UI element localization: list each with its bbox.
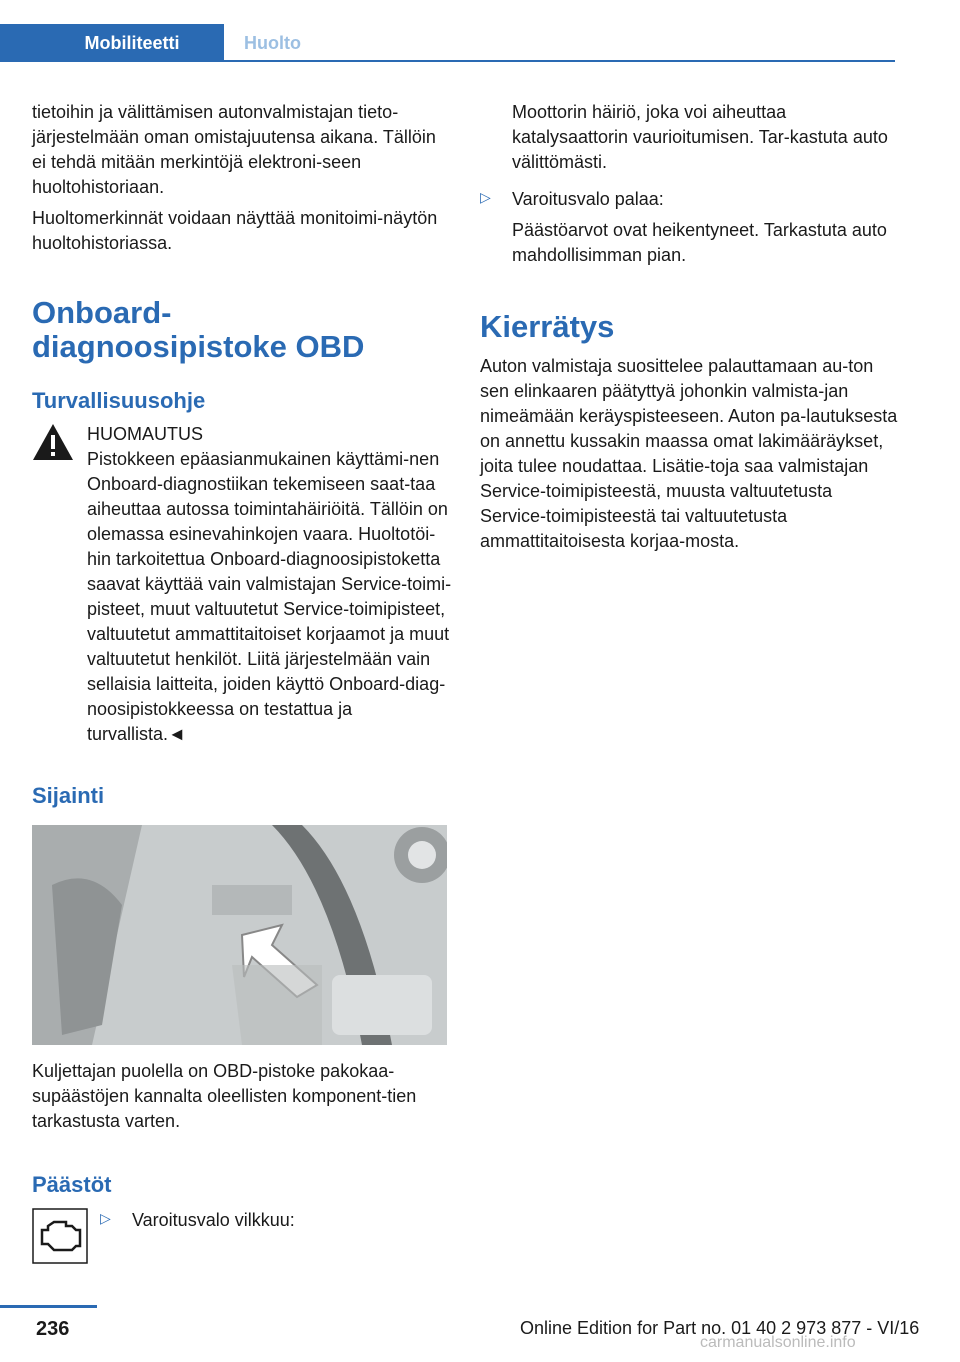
section-title-obd: Onboard-diagnoosipistoke OBD: [32, 295, 365, 364]
tab-mobiliteetti[interactable]: Mobiliteetti: [0, 24, 224, 62]
header-rule: [0, 60, 895, 62]
footer-rule: [0, 1305, 97, 1308]
tab-huolto[interactable]: Huolto: [224, 24, 334, 62]
location-text: Kuljettajan puolella on OBD-pistoke pakokaa-supäästöjen kannalta oleellisten komponent-tien tarkastusta varten.: [32, 1061, 417, 1131]
page-number: 236: [36, 1318, 70, 1340]
recycling-text: Auton valmistaja suosittelee palauttamaan au-ton sen elinkaaren päätyttyä johonkin valmista-jan nimeämään keräyspisteeseen. Auton pa-lautuksesta on annettu kussakin maassa omat lakimääräykset, joita tulee noudattaa. Lisätie-toja saa valmistajan Service-toimipisteestä, muusta valtuutetusta Service-toimipisteestä tai valtuutetusta ammattitaitoisesta korjaa-mosta.: [480, 356, 898, 551]
triangle-bullet-icon: ▷: [480, 189, 491, 205]
intro-paragraph-1: tietoihin ja välittämisen autonvalmistajan tieto-järjestelmään oman omistajuutensa aikana. Tällöin ei tehdä mitään merkintöjä elektroni-seen huoltohistoriaan.: [32, 102, 436, 197]
intro-paragraph-2: Huoltomerkinnät voidaan näyttää monitoimi-näytön huoltohistoriassa.: [32, 208, 438, 253]
obd-photo-illustration: [32, 825, 447, 1045]
warning-text-content: Pistokkeen epäasianmukainen käyttämi-nen Onboard-diagnostiikan tekemiseen saat-taa aiheuttaa autossa toimintahäiriöitä. Tällöin on olemassa esinevahinkojen vaara. Huoltotöi-hin tarkoitettua Onboard-diagnoosipistoketta saavat käyttää vain valmistajan Service-toimi-pisteet, muut valtuutetut Service-toimipisteet, valtuutetut ammattitaitoiset korjaamot ja muut valtuutetut henkilöt. Liitä järjestelmään vain sellaisia laitteita, joiden käyttö Onboard-diag-noosipistokkeessa on testattua ja turvallista.◄: [87, 449, 452, 744]
warning-text: [32, 447, 452, 747]
watermark: carmanualsonline.info: [700, 1334, 856, 1351]
bullet-1-detail: Moottorin häiriö, joka voi aiheuttaa katalysaattorin vaurioitumisen. Tar-kastuta auto välittömästi.: [512, 102, 888, 172]
bullet-item-1: [100, 1208, 472, 1233]
bullet-2-detail: Päästöarvot ovat heikentyneet. Tarkastuta auto mahdollisimman pian.: [512, 220, 887, 265]
left-column: [32, 100, 452, 1268]
bullet-1-label: Varoitusvalo vilkkuu:: [132, 1210, 295, 1230]
bullet-item-2: [480, 187, 900, 212]
triangle-bullet-icon: ▷: [100, 1210, 111, 1226]
edition-note: Online Edition for Part no. 01 40 2 973 877 - VI/16: [520, 1318, 920, 1338]
safety-heading: Turvallisuusohje: [32, 388, 206, 413]
warning-block: [32, 422, 452, 747]
warning-triangle-icon: [32, 422, 74, 462]
location-heading: Sijainti: [32, 783, 105, 808]
bullet-2-label: Varoitusvalo palaa:: [512, 189, 664, 209]
obd-location-photo: [32, 825, 447, 1045]
emissions-block: [32, 1208, 452, 1268]
emissions-heading: Päästöt: [32, 1172, 112, 1197]
engine-check-icon: [32, 1208, 88, 1264]
warning-label: HUOMAUTUS: [87, 424, 203, 444]
right-column: [480, 100, 900, 554]
section-title-recycling: Kierrätys: [480, 309, 615, 344]
